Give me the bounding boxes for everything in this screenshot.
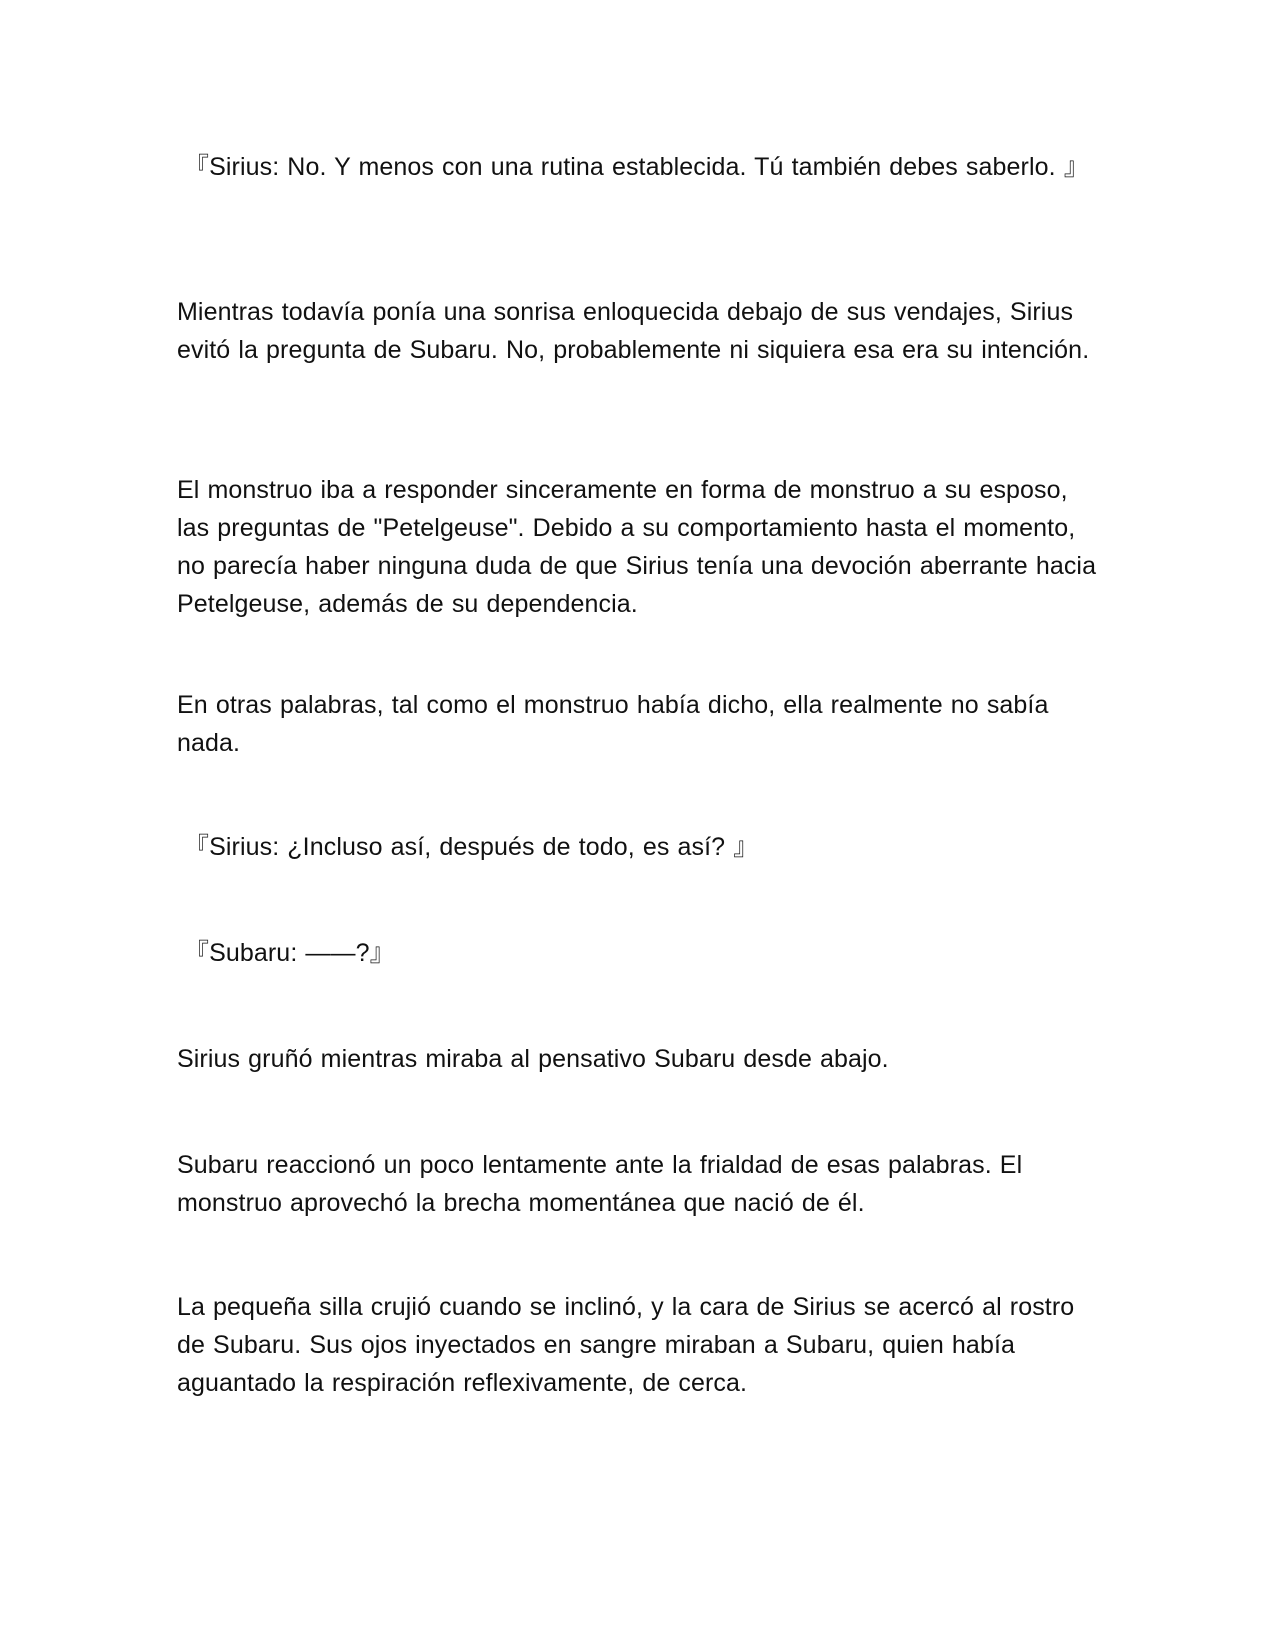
dialogue-line-sirius-2: 『Sirius: ¿Incluso así, después de todo, es así? 』: [184, 833, 759, 861]
narration-paragraph-2: El monstruo iba a responder sinceramente en forma de monstruo a su esposo, las preguntas de "Petelgeuse". Debido a su comportamiento hasta el momento, no parecía haber ninguna duda de que Sirius tenía una devoción aberrante hacia Petelgeuse, además de su dependencia.: [177, 476, 1097, 618]
narration-paragraph-1: Mientras todavía ponía una sonrisa enloquecida debajo de sus vendajes, Sirius evitó la pregunta de Subaru. No, probablemente ni siquiera esa era su intención.: [177, 298, 1090, 364]
narration-paragraph-5: Subaru reaccionó un poco lentamente ante la frialdad de esas palabras. El monstruo aprovechó la brecha momentánea que nació de él.: [177, 1151, 1023, 1217]
dialogue-line-subaru: 『Subaru: ——?』: [184, 939, 395, 967]
narration-paragraph-3: En otras palabras, tal como el monstruo había dicho, ella realmente no sabía nada.: [177, 691, 1049, 757]
narration-paragraph-6: La pequeña silla crujió cuando se inclinó, y la cara de Sirius se acercó al rostro de Subaru. Sus ojos inyectados en sangre miraban a Subaru, quien había aguantado la respiración reflexivamente, de cerca.: [177, 1293, 1075, 1397]
dialogue-line-sirius-1: 『Sirius: No. Y menos con una rutina establecida. Tú también debes saberlo. 』: [184, 153, 1089, 181]
narration-paragraph-4: Sirius gruñó mientras miraba al pensativo Subaru desde abajo.: [177, 1045, 889, 1073]
